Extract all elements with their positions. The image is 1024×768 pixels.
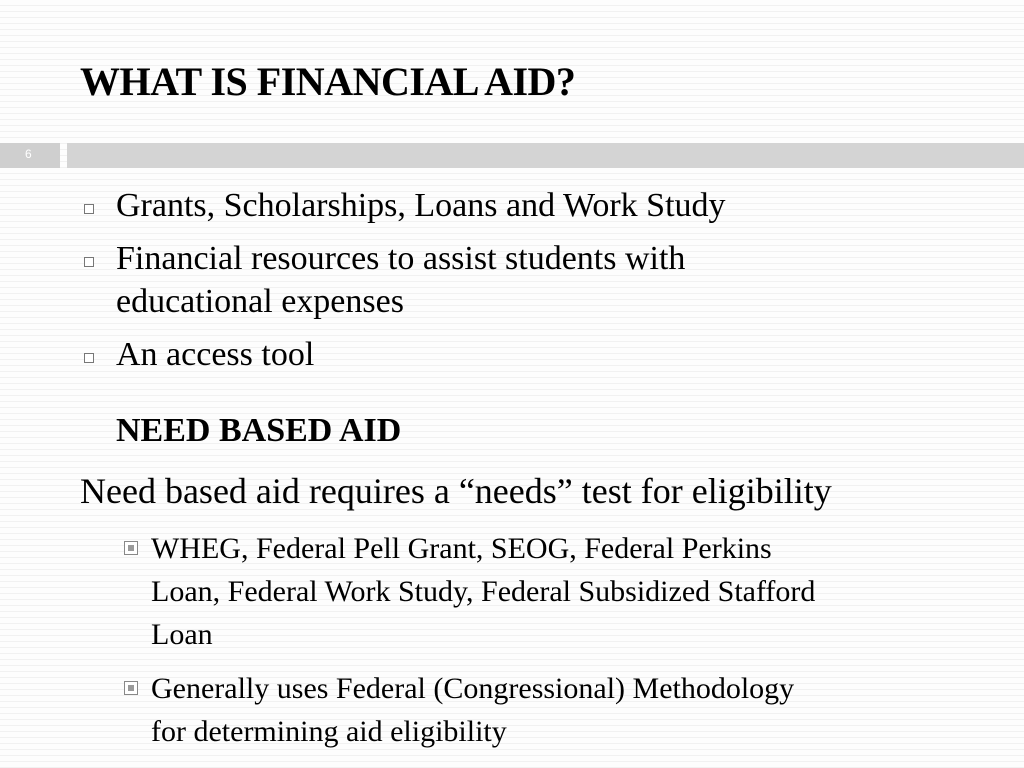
- sub-bullet-text: [151, 667, 794, 753]
- square-bullet-icon: [84, 257, 94, 267]
- sub-bullet-line: Generally uses Federal (Congressional) Methodology: [151, 672, 795, 705]
- slide-number: 6: [25, 147, 32, 161]
- sub-bullet-line: Loan, Federal Work Study, Federal Subsidized Stafford: [151, 575, 816, 608]
- bullet-line: educational expenses: [116, 283, 404, 320]
- bullet-line: Financial resources to assist students with: [116, 240, 686, 277]
- square-bullet-icon: [84, 353, 94, 363]
- title-rule: [67, 143, 1024, 168]
- bullet-line: Grants, Scholarships, Loans and Work Study: [116, 187, 726, 224]
- sub-bullet-line: WHEG, Federal Pell Grant, SEOG, Federal Perkins: [151, 532, 772, 565]
- sub-bullet-text: [151, 527, 815, 656]
- filled-square-bullet-icon: [124, 681, 138, 695]
- need-based-heading: NEED BASED AID: [116, 412, 402, 449]
- bullet-line: An access tool: [116, 336, 315, 373]
- need-based-description: Need based aid requires a “needs” test for eligibility: [80, 471, 832, 511]
- sub-bullet-line: Loan: [151, 618, 213, 651]
- square-bullet-icon: [84, 204, 94, 214]
- bullet-text: [116, 184, 726, 227]
- sub-bullet-line: for determining aid eligibility: [151, 715, 507, 748]
- slide-title: WHAT IS FINANCIAL AID?: [80, 59, 576, 104]
- bullet-text: [116, 333, 314, 376]
- bullet-text: [116, 237, 685, 323]
- filled-square-bullet-icon: [124, 541, 138, 555]
